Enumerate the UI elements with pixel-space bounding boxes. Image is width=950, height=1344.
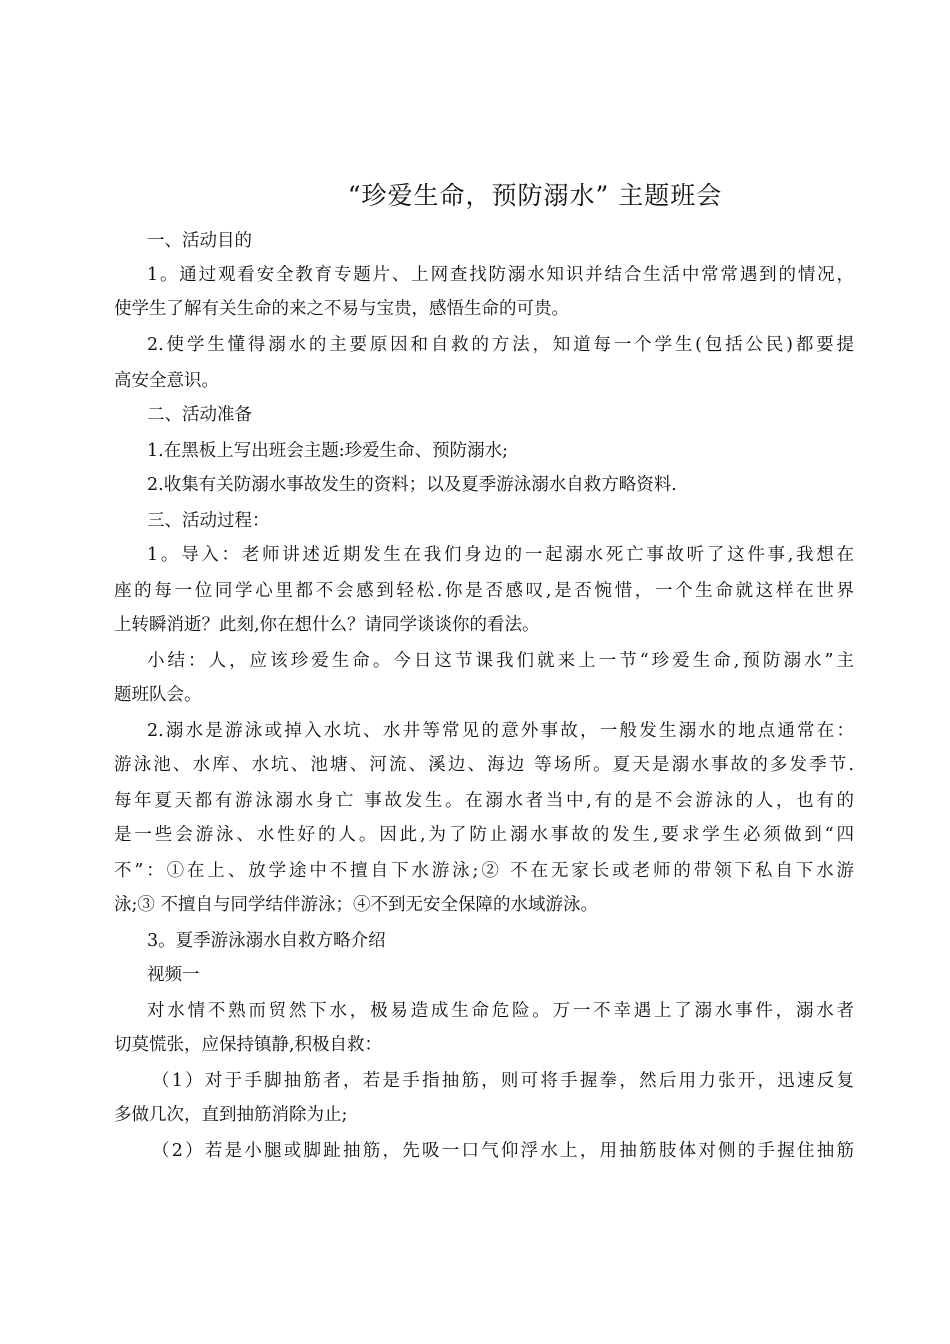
paragraph-line: （2）若是小腿或脚趾抽筋，先吸一口气仰浮水上，用抽筋肢体对侧的手握住抽筋: [152, 1141, 854, 1161]
paragraph-line: 泳;③ 不擅自与同学结伴游泳；④不到无安全保障的水域游泳。: [114, 895, 598, 915]
paragraph-line: 使学生了解有关生命的来之不易与宝贵，感悟生命的可贵。: [114, 299, 569, 319]
paragraph-line: 切莫慌张，应保持镇静,积极自救：: [114, 1035, 383, 1055]
paragraph-line: 不”：①在上、放学途中不擅自下水游泳;② 不在无家长或老师的带领下私自下水游: [114, 861, 854, 881]
paragraph-line: 题班队会。: [114, 685, 202, 705]
paragraph-line: 是一些会游泳、水性好的人。因此,为了防止溺水事故的发生,要求学生必须做到“四: [114, 825, 854, 845]
paragraph-line: 1.在黑板上写出班会主题:珍爱生命、预防溺水;: [147, 441, 508, 461]
paragraph-line: 1。通过观看安全教育专题片、上网查找防溺水知识并结合生活中常常遇到的情况，: [147, 265, 854, 285]
section-heading-process: 三、活动过程：: [147, 511, 270, 531]
paragraph-line: 小结：人，应该珍爱生命。今日这节课我们就来上一节“珍爱生命,预防溺水”主: [147, 651, 854, 671]
paragraph-line: 多做几次，直到抽筋消除为止;: [114, 1105, 348, 1125]
paragraph-line: 游泳池、水库、水坑、池塘、河流、溪边、海边 等场所。夏天是溺水事故的多发季节.: [114, 755, 854, 775]
document-title: “珍爱生命，预防溺水” 主题班会: [347, 181, 723, 210]
paragraph-line: 高安全意识。: [114, 371, 219, 391]
paragraph-line: 2.收集有关防溺水事故发生的资料；以及夏季游泳溺水自救方略资料.: [147, 475, 677, 495]
paragraph-line: 2.使学生懂得溺水的主要原因和自救的方法，知道每一个学生(包括公民)都要提: [147, 335, 854, 355]
paragraph-line: 座的每一位同学心里都不会感到轻松.你是否感叹,是否惋惜，一个生命就这样在世界: [114, 581, 854, 601]
paragraph-line: 2.溺水是游泳或掉入水坑、水井等常见的意外事故，一般发生溺水的地点通常在：: [147, 721, 854, 741]
paragraph-line: 上转瞬消逝？此刻,你在想什么？请同学谈谈你的看法。: [114, 615, 540, 635]
subsection-heading: 3。夏季游泳溺水自救方略介绍: [147, 931, 386, 951]
section-heading-purpose: 一、活动目的: [147, 231, 252, 251]
paragraph-line: （1）对于手脚抽筋者，若是手指抽筋，则可将手握拳，然后用力张开，迅速反复: [152, 1071, 854, 1091]
section-heading-preparation: 二、活动准备: [147, 405, 252, 425]
video-label: 视频一: [147, 965, 200, 985]
paragraph-line: 每年夏天都有游泳溺水身亡 事故发生。在溺水者当中,有的是不会游泳的人，也有的: [114, 791, 854, 811]
paragraph-line: 1。导入：老师讲述近期发生在我们身边的一起溺水死亡事故听了这件事,我想在: [147, 545, 854, 565]
paragraph-line: 对水情不熟而贸然下水，极易造成生命危险。万一不幸遇上了溺水事件，溺水者: [147, 1001, 854, 1021]
